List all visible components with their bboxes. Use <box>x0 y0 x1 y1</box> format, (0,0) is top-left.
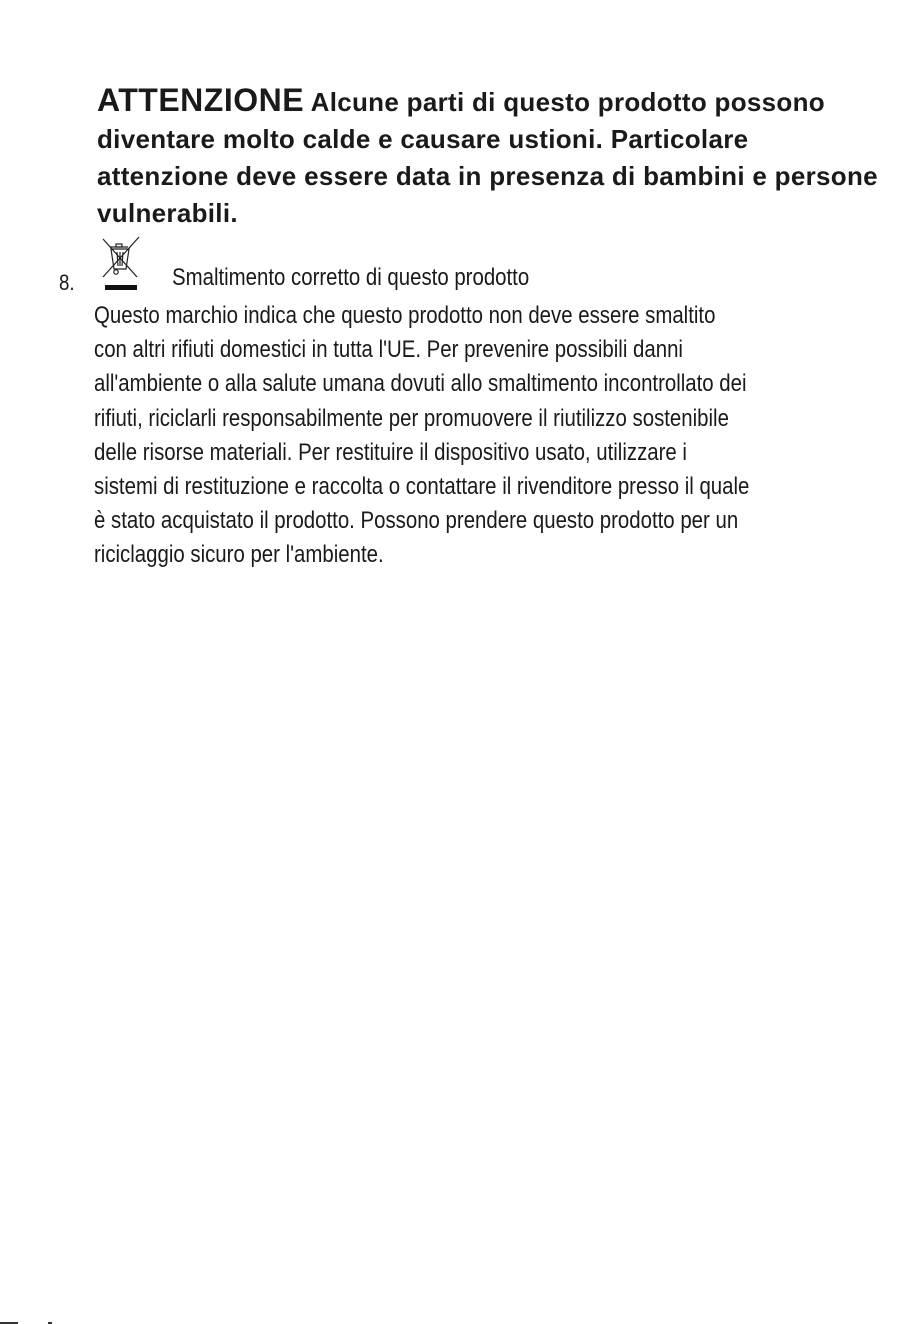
body-line: con altri rifiuti domestici in tutta l'UE. Per prevenire possibili danni <box>94 336 683 364</box>
body-line: riciclaggio sicuro per l'ambiente. <box>94 541 384 569</box>
warning-text: Alcune parti di questo prodotto possono diventare molto calde e causare ustioni. Particolare attenzione deve essere data in presenza di bambini e persone vulnerabili. <box>97 87 878 228</box>
warning-keyword: ATTENZIONE <box>97 82 305 118</box>
body-line: sistemi di restituzione e raccolta o contattare il rivenditore presso il quale <box>94 473 750 501</box>
item-body <box>94 299 859 573</box>
item-heading: Smaltimento corretto di questo prodotto <box>172 264 530 291</box>
body-line: è stato acquistato il prodotto. Possono prendere questo prodotto per un <box>94 507 739 535</box>
item-number: 8. <box>59 270 75 295</box>
warning-paragraph <box>97 82 887 232</box>
body-line: delle risorse materiali. Per restituire il dispositivo usato, utilizzare i <box>94 438 687 466</box>
body-line: all'ambiente o alla salute umana dovuti allo smaltimento incontrollato dei <box>94 370 747 398</box>
crossed-out-wheelie-bin-icon <box>97 235 145 293</box>
body-line: Questo marchio indica che questo prodotto non deve essere smaltito <box>94 302 716 329</box>
body-line: rifiuti, riciclarli responsabilmente per promuovere il riutilizzo sostenibile <box>94 404 729 432</box>
